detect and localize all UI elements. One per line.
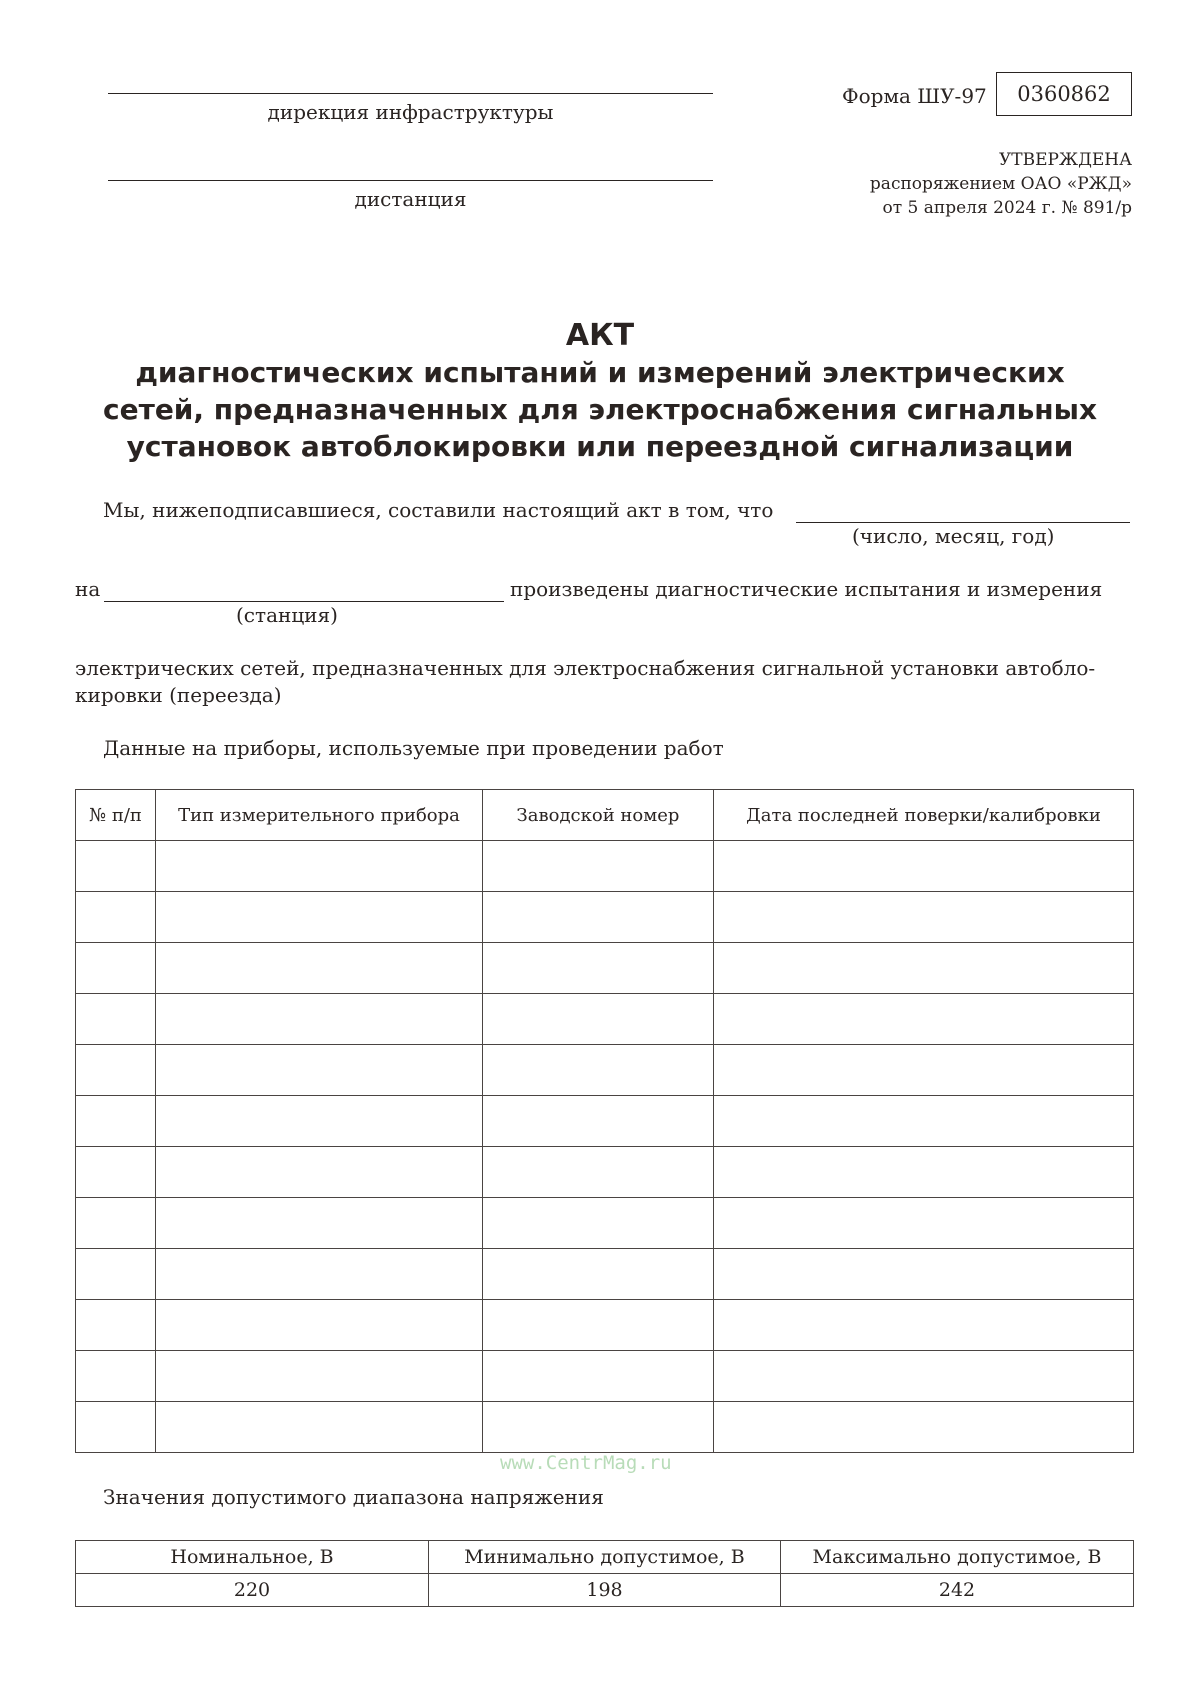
column-header-number: № п/п	[76, 790, 156, 841]
voltage-header-row	[76, 1541, 1134, 1574]
table-row	[76, 1147, 1134, 1198]
cell-serial-number[interactable]	[483, 1096, 714, 1147]
instruments-heading: Данные на приборы, используемые при проведении работ	[103, 736, 724, 760]
cell-serial-number[interactable]	[483, 1045, 714, 1096]
cell-device-type[interactable]	[156, 1300, 483, 1351]
table-row	[76, 892, 1134, 943]
cell-device-type[interactable]	[156, 1096, 483, 1147]
cell-device-type[interactable]	[156, 1351, 483, 1402]
distance-label: дистанция	[354, 187, 467, 211]
cell-calibration-date[interactable]	[714, 1351, 1134, 1402]
cell-calibration-date[interactable]	[714, 1096, 1134, 1147]
voltage-header-nominal: Номинальное, В	[76, 1541, 429, 1574]
directorate-label: дирекция инфраструктуры	[267, 100, 554, 124]
cell-serial-number[interactable]	[483, 841, 714, 892]
cell-calibration-date[interactable]	[714, 994, 1134, 1045]
cell-number[interactable]	[76, 1351, 156, 1402]
distance-line[interactable]	[108, 180, 713, 181]
doc-title: АКТ	[565, 318, 635, 353]
form-label: Форма ШУ-97	[842, 84, 987, 108]
cell-serial-number[interactable]	[483, 1198, 714, 1249]
approved-date: от 5 апреля 2024 г. № 891/р	[882, 198, 1132, 218]
cell-calibration-date[interactable]	[714, 1198, 1134, 1249]
voltage-header-min: Минимально допустимое, В	[429, 1541, 781, 1574]
cell-serial-number[interactable]	[483, 1147, 714, 1198]
cell-calibration-date[interactable]	[714, 892, 1134, 943]
cell-serial-number[interactable]	[483, 1351, 714, 1402]
table-row	[76, 841, 1134, 892]
cell-device-type[interactable]	[156, 943, 483, 994]
directorate-line[interactable]	[108, 93, 713, 94]
voltage-heading: Значения допустимого диапазона напряжения	[103, 1485, 604, 1509]
voltage-header-max: Максимально допустимое, В	[781, 1541, 1134, 1574]
cell-device-type[interactable]	[156, 994, 483, 1045]
table-row	[76, 1198, 1134, 1249]
cell-device-type[interactable]	[156, 1198, 483, 1249]
cell-serial-number[interactable]	[483, 1402, 714, 1453]
table-row	[76, 994, 1134, 1045]
on-label: на	[75, 577, 101, 601]
table-row	[76, 1300, 1134, 1351]
cell-number[interactable]	[76, 1198, 156, 1249]
cell-number[interactable]	[76, 892, 156, 943]
table-row	[76, 1249, 1134, 1300]
voltage-values-row	[76, 1574, 1134, 1607]
cell-number[interactable]	[76, 1249, 156, 1300]
cell-number[interactable]	[76, 943, 156, 994]
cell-number[interactable]	[76, 1402, 156, 1453]
form-code: 0360862	[996, 72, 1132, 116]
cell-serial-number[interactable]	[483, 943, 714, 994]
table-row	[76, 1351, 1134, 1402]
cell-calibration-date[interactable]	[714, 1402, 1134, 1453]
intro-text: Мы, нижеподписавшиеся, составили настоящий акт в том, что	[103, 498, 774, 522]
table-row	[76, 943, 1134, 994]
cell-serial-number[interactable]	[483, 1300, 714, 1351]
column-header-serial-number: Заводской номер	[483, 790, 714, 841]
cell-calibration-date[interactable]	[714, 1249, 1134, 1300]
cell-device-type[interactable]	[156, 841, 483, 892]
cell-device-type[interactable]	[156, 1147, 483, 1198]
cell-number[interactable]	[76, 1147, 156, 1198]
column-header-calibration-date: Дата последней поверки/калибровки	[714, 790, 1134, 841]
column-header-device-type: Тип измерительного прибора	[156, 790, 483, 841]
cell-device-type[interactable]	[156, 892, 483, 943]
date-hint: (число, месяц, год)	[852, 524, 1055, 548]
table-row	[76, 1045, 1134, 1096]
cell-number[interactable]	[76, 1045, 156, 1096]
table-row	[76, 1402, 1134, 1453]
doc-subtitle-line-2: сетей, предназначенных для электроснабжения сигнальных	[103, 393, 1097, 426]
networks-text-line-1: электрических сетей, предназначенных для электроснабжения сигнальной установки автобло-	[75, 656, 1096, 680]
voltage-min-value: 198	[429, 1574, 781, 1607]
cell-calibration-date[interactable]	[714, 943, 1134, 994]
cell-calibration-date[interactable]	[714, 1147, 1134, 1198]
cell-device-type[interactable]	[156, 1045, 483, 1096]
cell-number[interactable]	[76, 1096, 156, 1147]
networks-text-line-2: кировки (переезда)	[75, 683, 282, 707]
cell-device-type[interactable]	[156, 1402, 483, 1453]
doc-subtitle-line-3: установок автоблокировки или переездной сигнализации	[126, 430, 1074, 463]
cell-number[interactable]	[76, 841, 156, 892]
instruments-table	[75, 789, 1134, 1453]
cell-calibration-date[interactable]	[714, 1045, 1134, 1096]
cell-calibration-date[interactable]	[714, 1300, 1134, 1351]
cell-device-type[interactable]	[156, 1249, 483, 1300]
table-header-row	[76, 790, 1134, 841]
date-field[interactable]	[796, 522, 1130, 523]
cell-serial-number[interactable]	[483, 892, 714, 943]
voltage-max-value: 242	[781, 1574, 1134, 1607]
voltage-table	[75, 1540, 1134, 1607]
station-hint: (станция)	[236, 603, 338, 627]
table-row	[76, 1096, 1134, 1147]
doc-subtitle-line-1: диагностических испытаний и измерений электрических	[135, 356, 1065, 389]
cell-calibration-date[interactable]	[714, 841, 1134, 892]
station-field[interactable]	[104, 601, 504, 602]
watermark: www.CentrMag.ru	[500, 1452, 672, 1474]
cell-serial-number[interactable]	[483, 1249, 714, 1300]
approved-by: распоряжением ОАО «РЖД»	[869, 174, 1132, 194]
performed-text: произведены диагностические испытания и измерения	[510, 577, 1103, 601]
voltage-nominal-value: 220	[76, 1574, 429, 1607]
cell-serial-number[interactable]	[483, 994, 714, 1045]
cell-number[interactable]	[76, 1300, 156, 1351]
approved-label: УТВЕРЖДЕНА	[999, 150, 1132, 170]
cell-number[interactable]	[76, 994, 156, 1045]
